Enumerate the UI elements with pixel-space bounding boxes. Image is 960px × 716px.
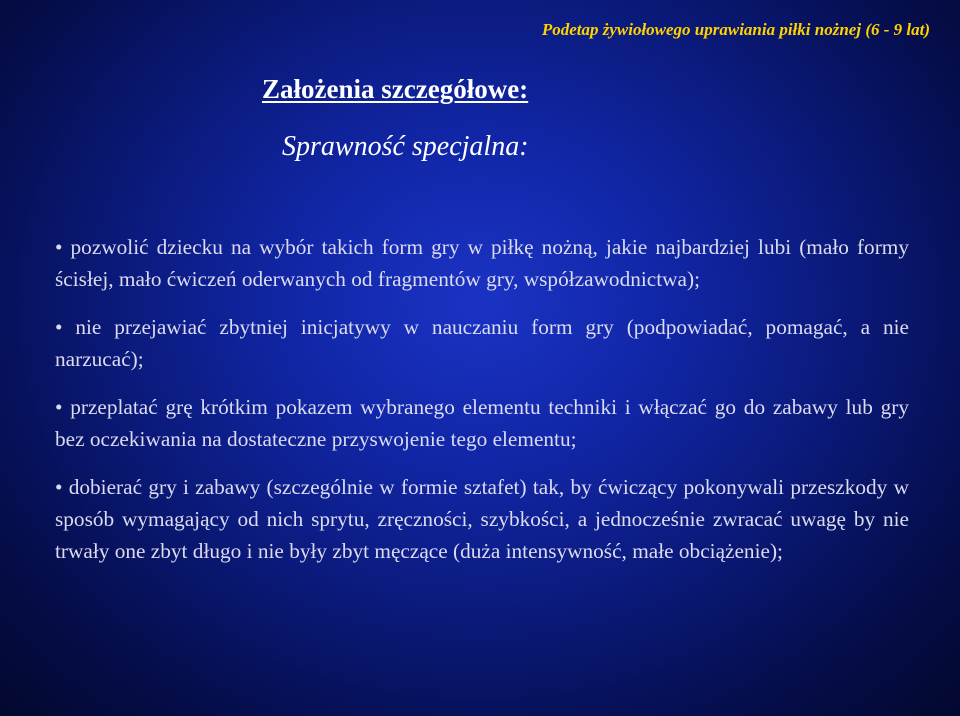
bullet-item: • nie przejawiać zbytniej inicjatywy w nauczaniu form gry (podpowiadać, pomagać, a nie narzucać); [55, 311, 909, 375]
bullet-item: • przeplatać grę krótkim pokazem wybranego elementu techniki i włączać go do zabawy lub gry bez oczekiwania na dostateczne przyswojenie tego elementu; [55, 391, 909, 455]
bullet-item: • pozwolić dziecku na wybór takich form gry w piłkę nożną, jakie najbardziej lubi (mało formy ścisłej, mało ćwiczeń oderwanych od fragmentów gry, współzawodnictwa); [55, 231, 909, 295]
slide-title: Założenia szczegółowe: [262, 74, 529, 104]
slide-subtitle: Sprawność specjalna: [282, 131, 529, 162]
bullet-item: • dobierać gry i zabawy (szczególnie w formie sztafet) tak, by ćwiczący pokonywali przeszkody w sposób wymagający od nich sprytu, zręczności, szybkości, a jednocześnie zwracać uwagę by nie trwały one zbyt długo i nie były zbyt męczące (duża intensywność, małe obciążenie); [55, 471, 909, 567]
bullet-list [55, 231, 909, 583]
slide-header: Podetap żywiołowego uprawiania piłki nożnej (6 - 9 lat) [541, 20, 930, 39]
